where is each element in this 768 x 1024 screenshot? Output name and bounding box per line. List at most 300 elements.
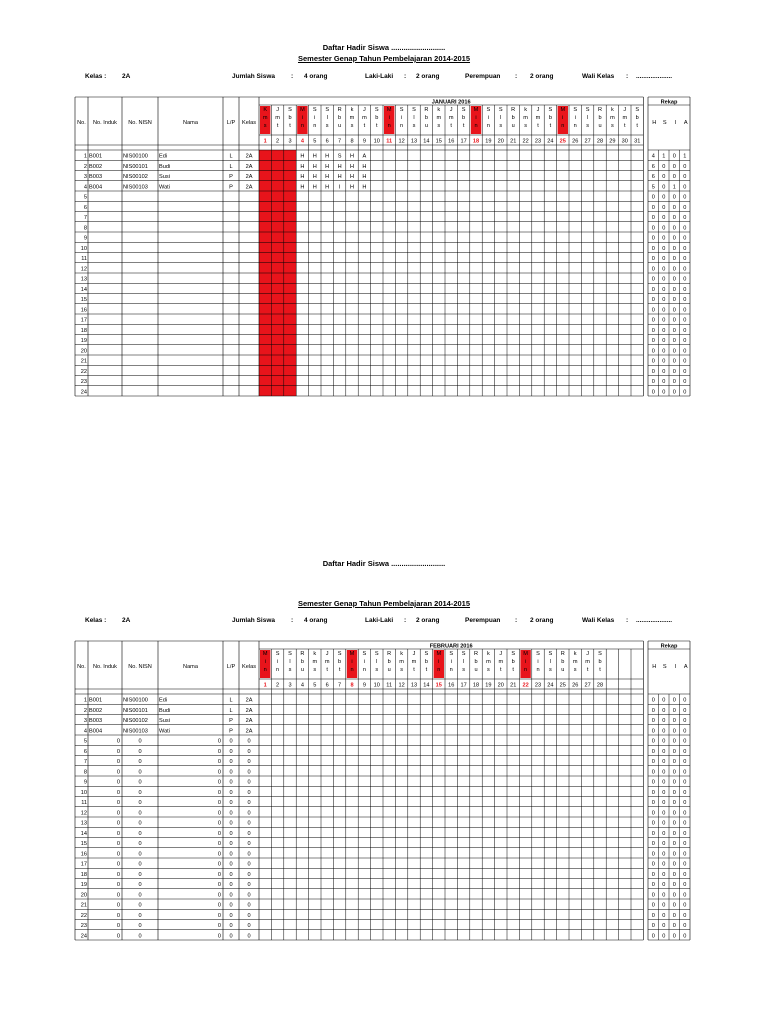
kelas-label: Kelas :	[85, 73, 107, 80]
rekap-value: 0	[651, 800, 655, 807]
rekap-value: 0	[662, 748, 666, 755]
day-name-char: t	[624, 123, 626, 129]
day-number: 28	[596, 682, 604, 689]
day-name-char: i	[487, 115, 490, 121]
row-number: 20	[80, 892, 87, 899]
row-number: 24	[80, 389, 87, 396]
attendance-mark: H	[325, 163, 330, 170]
day-name-char: l	[413, 115, 415, 121]
day-number: 5	[313, 682, 317, 689]
rekap-value: 0	[651, 912, 655, 919]
wali-value: ....................	[636, 73, 673, 80]
rekap-value: 0	[651, 389, 655, 396]
rekap-value: 0	[662, 923, 666, 930]
rekap-value: 0	[672, 379, 676, 386]
day-name-char: l	[289, 659, 291, 665]
day-name-char: M	[262, 651, 268, 657]
rekap-value: 0	[672, 861, 676, 868]
cell-kelas: 0	[247, 841, 251, 848]
day-name-char: R	[424, 107, 429, 113]
header-nisn: No. NISN	[128, 664, 152, 670]
day-name-char: R	[300, 651, 305, 657]
rekap-value: 0	[651, 235, 655, 242]
day-number: 31	[634, 138, 641, 145]
attendance-mark: H	[349, 153, 355, 160]
row-number: 4	[83, 184, 87, 191]
rekap-value: 0	[683, 728, 687, 735]
day-number: 27	[584, 138, 591, 145]
rekap-value: 0	[662, 912, 666, 919]
cell-lp: 0	[229, 902, 233, 909]
rekap-value: 0	[672, 841, 676, 848]
attendance-mark: H	[300, 153, 305, 160]
rekap-label: Rekap	[660, 99, 678, 106]
day-name-char: t	[636, 123, 638, 129]
cell-nisn: 0	[138, 912, 142, 919]
perempuan-label: Perempuan	[465, 73, 501, 80]
cell-kelas: 0	[247, 933, 251, 940]
rekap-value: 0	[662, 841, 666, 848]
row-number: 16	[80, 307, 87, 314]
cell-induk: 0	[116, 810, 120, 817]
day-name-char: s	[573, 667, 577, 673]
cell-induk: B002	[89, 707, 103, 714]
jumlah-sep: :	[291, 617, 294, 624]
rekap-value: 0	[662, 204, 666, 211]
cell-kelas: 0	[247, 851, 251, 858]
rekap-value: 0	[683, 697, 687, 704]
kelas-value: 2A	[122, 73, 131, 80]
day-number: 11	[386, 682, 393, 689]
day-name-char: R	[597, 107, 603, 113]
day-name-char: S	[598, 651, 602, 657]
row-number: 20	[80, 348, 87, 355]
cell-induk: 0	[116, 851, 120, 858]
day-name-char: s	[549, 667, 552, 673]
cell-lp: P	[229, 174, 233, 181]
day-name-char: S	[288, 651, 292, 657]
rekap-value: 0	[672, 759, 676, 766]
day-name-char: b	[561, 659, 565, 665]
day-name-char: n	[449, 667, 453, 673]
cell-lp: 0	[229, 882, 233, 889]
rekap-value: 0	[672, 204, 676, 211]
row-number: 3	[83, 718, 87, 725]
cell-nisn: 0	[138, 779, 142, 786]
rekap-value: 0	[651, 861, 655, 868]
day-number: 21	[510, 682, 517, 689]
day-number: 17	[460, 682, 467, 689]
row-number: 6	[83, 748, 87, 755]
cell-nama: 0	[217, 912, 221, 919]
day-name-char: S	[325, 107, 330, 113]
rekap-value: 0	[672, 707, 676, 714]
cell-induk: B003	[89, 174, 103, 181]
rekap-value: 0	[672, 933, 676, 940]
cell-nama: 0	[217, 851, 221, 858]
day-name-char: s	[375, 667, 379, 673]
day-name-char: s	[499, 123, 503, 129]
attendance-mark: H	[337, 174, 342, 181]
day-number: 23	[534, 138, 542, 145]
rekap-value: 0	[683, 851, 687, 858]
day-name-char: b	[511, 659, 515, 665]
rekap-value: 0	[662, 297, 666, 304]
row-number: 5	[83, 738, 87, 745]
rekap-value: 0	[683, 297, 687, 304]
rekap-value: 0	[683, 871, 687, 878]
rekap-value: 0	[662, 707, 666, 714]
day-name-char: R	[387, 651, 392, 657]
day-name-char: S	[374, 651, 379, 657]
rekap-value: 0	[662, 307, 666, 314]
row-number: 22	[80, 912, 87, 919]
day-name-char: m	[572, 659, 578, 665]
attendance-table	[0, 95, 768, 405]
rekap-value: 0	[651, 307, 655, 314]
sheet-subtitle: Semester Genap Tahun Pembelajaran 2014-2015	[297, 599, 471, 608]
day-name-char: M	[523, 651, 528, 657]
rekap-value: 0	[683, 276, 687, 283]
day-number: 14	[423, 682, 430, 689]
rekap-header-a: A	[683, 120, 688, 126]
day-name-char: M	[473, 107, 479, 113]
rekap-value: 0	[651, 256, 655, 263]
rekap-value: 0	[651, 892, 655, 899]
cell-lp: 0	[229, 861, 233, 868]
day-name-char: S	[498, 107, 503, 113]
day-name-char: t	[338, 667, 341, 673]
day-name-char: i	[537, 659, 539, 665]
cell-lp: 0	[229, 800, 233, 807]
rekap-value: 1	[662, 153, 666, 160]
laki-value: 2 orang	[416, 73, 440, 80]
day-name-char: m	[399, 659, 404, 665]
day-name-char: l	[376, 659, 378, 665]
rekap-value: 0	[662, 235, 666, 242]
rekap-value: 0	[672, 348, 676, 355]
cell-induk: B004	[89, 184, 103, 191]
cell-nisn: NIS00102	[123, 174, 148, 181]
day-name-char: k	[400, 651, 403, 657]
cell-lp: 0	[229, 810, 233, 817]
rekap-value: 0	[683, 163, 687, 170]
cell-kelas: 0	[247, 871, 251, 878]
day-name-char: m	[622, 115, 628, 121]
day-name-char: J	[412, 651, 416, 657]
cell-nama: 0	[217, 748, 221, 755]
day-name-char: i	[438, 659, 440, 665]
laki-sep: :	[404, 617, 407, 624]
cell-lp: 0	[229, 933, 233, 940]
cell-induk: B002	[89, 163, 103, 170]
rekap-value: 0	[651, 871, 655, 878]
day-name-char: t	[363, 123, 366, 129]
rekap-value: 0	[651, 718, 655, 725]
cell-nama: Wati	[159, 184, 170, 191]
day-name-char: b	[635, 115, 639, 121]
cell-nama: 0	[217, 902, 221, 909]
rekap-value: 0	[672, 738, 676, 745]
rekap-value: 0	[662, 902, 666, 909]
day-number: 30	[621, 138, 628, 145]
cell-induk: 0	[116, 779, 120, 786]
rekap-value: 0	[662, 327, 666, 334]
day-name-char: l	[549, 659, 552, 665]
cell-lp: P	[229, 718, 233, 725]
cell-lp: 0	[229, 841, 233, 848]
cell-nisn: 0	[138, 861, 142, 868]
jumlah-value: 4 orang	[304, 73, 328, 80]
day-name-char: M	[560, 107, 566, 113]
rekap-value: 0	[651, 317, 655, 324]
cell-lp: 0	[229, 892, 233, 899]
day-number: 6	[325, 138, 329, 145]
jumlah-label: Jumlah Siswa	[232, 73, 275, 80]
rekap-value: 0	[651, 769, 655, 776]
day-name-char: S	[573, 107, 578, 113]
rekap-value: 0	[672, 368, 676, 375]
day-name-char: i	[574, 115, 576, 121]
attendance-mark: H	[312, 153, 317, 160]
day-number: 18	[472, 682, 480, 689]
rekap-value: 0	[651, 820, 655, 827]
day-name-char: b	[288, 115, 292, 121]
rekap-value: 5	[651, 184, 655, 191]
perempuan-label: Perempuan	[465, 617, 501, 624]
rekap-value: 0	[683, 892, 687, 899]
rekap-value: 0	[662, 379, 666, 386]
day-name-char: b	[387, 659, 391, 665]
day-name-char: S	[449, 651, 454, 657]
cell-nisn: 0	[138, 830, 142, 837]
rekap-value: 0	[672, 697, 676, 704]
day-name-char: l	[500, 115, 502, 121]
cell-nisn: 0	[138, 902, 142, 909]
wali-label: Wali Kelas	[582, 73, 615, 80]
rekap-value: 0	[662, 317, 666, 324]
cell-induk: B001	[89, 697, 103, 704]
attendance-mark: I	[338, 184, 341, 191]
rekap-value: 0	[672, 266, 676, 273]
day-name-char: b	[338, 115, 342, 121]
rekap-value: 0	[662, 174, 666, 181]
cell-induk: 0	[116, 748, 120, 755]
rekap-value: 0	[651, 779, 655, 786]
attendance-mark: H	[362, 163, 367, 170]
cell-lp: L	[229, 163, 233, 170]
rekap-value: 0	[683, 286, 687, 293]
rekap-value: 0	[672, 789, 676, 796]
day-name-char: S	[461, 107, 466, 113]
day-name-char: t	[450, 123, 452, 129]
wali-label: Wali Kelas	[582, 617, 615, 624]
day-name-char: S	[548, 651, 553, 657]
day-name-char: i	[562, 115, 564, 121]
day-name-char: m	[411, 659, 417, 665]
day-number: 13	[410, 138, 418, 145]
rekap-value: 0	[662, 245, 666, 252]
day-name-char: S	[312, 107, 317, 113]
cell-kelas: 0	[247, 789, 251, 796]
day-name-char: b	[300, 659, 304, 665]
day-number: 3	[288, 682, 292, 689]
rekap-value: 0	[683, 707, 687, 714]
row-number: 2	[83, 707, 87, 714]
row-number: 2	[83, 163, 87, 170]
cell-lp: 0	[229, 769, 233, 776]
day-name-char: t	[326, 667, 328, 673]
attendance-mark: H	[349, 174, 355, 181]
day-name-char: k	[524, 107, 527, 113]
rekap-value: 0	[651, 327, 655, 334]
day-name-char: S	[374, 107, 379, 113]
rekap-value: 0	[683, 348, 687, 355]
day-name-char: n	[474, 123, 478, 129]
day-name-char: t	[512, 667, 514, 673]
rekap-value: 0	[651, 368, 655, 375]
jumlah-value: 4 orang	[304, 617, 328, 624]
day-name-char: n	[387, 123, 391, 129]
day-name-char: J	[499, 651, 503, 657]
rekap-value: 0	[651, 358, 655, 365]
day-name-char: u	[387, 667, 391, 673]
attendance-mark: H	[312, 163, 317, 170]
rekap-value: 0	[683, 338, 687, 345]
rekap-header-a: A	[683, 664, 688, 670]
cell-induk: 0	[116, 871, 120, 878]
cell-nama: 0	[217, 810, 221, 817]
cell-lp: 0	[229, 759, 233, 766]
rekap-value: 0	[683, 174, 687, 181]
rekap-value: 0	[662, 215, 666, 222]
day-name-char: u	[598, 123, 602, 129]
rekap-value: 0	[672, 194, 676, 201]
day-number: 23	[534, 682, 542, 689]
cell-kelas: 2A	[245, 153, 253, 160]
row-number: 8	[83, 769, 87, 776]
day-name-char: m	[486, 659, 491, 665]
day-number: 15	[435, 682, 442, 689]
header-lp: L/P	[226, 664, 236, 670]
cell-lp: 0	[229, 912, 233, 919]
cell-kelas: 2A	[245, 718, 253, 725]
rekap-value: 0	[662, 738, 666, 745]
rekap-value: 0	[662, 759, 666, 766]
cell-kelas: 0	[247, 882, 251, 889]
rekap-value: 0	[651, 697, 655, 704]
day-name-char: s	[313, 667, 317, 673]
rekap-value: 0	[662, 871, 666, 878]
day-number: 16	[448, 138, 455, 145]
day-number: 10	[373, 138, 380, 145]
day-number: 4	[300, 682, 304, 689]
month-label: JANUARI 2016	[431, 99, 471, 106]
rekap-value: 0	[651, 789, 655, 796]
cell-induk: 0	[116, 738, 120, 745]
rekap-value: 0	[672, 830, 676, 837]
attendance-mark: H	[349, 163, 355, 170]
cell-nisn: NIS00103	[123, 184, 148, 191]
rekap-value: 0	[672, 358, 676, 365]
row-number: 13	[80, 820, 87, 827]
day-name-char: i	[400, 115, 403, 121]
rekap-value: 6	[651, 163, 655, 170]
cell-nisn: 0	[138, 748, 142, 755]
day-name-char: s	[462, 667, 465, 673]
day-name-char: k	[437, 107, 441, 113]
cell-nama: 0	[217, 892, 221, 899]
header-induk: No. Induk	[93, 664, 117, 670]
cell-nama: 0	[217, 769, 221, 776]
laki-label: Laki-Laki	[365, 73, 394, 80]
cell-nisn: 0	[138, 820, 142, 827]
cell-nisn: 0	[138, 892, 142, 899]
rekap-value: 0	[672, 163, 676, 170]
attendance-mark: H	[337, 163, 342, 170]
cell-kelas: 0	[247, 820, 251, 827]
header-nisn: No. NISN	[128, 120, 152, 126]
cell-lp: 0	[229, 820, 233, 827]
cell-kelas: 2A	[245, 163, 253, 170]
jumlah-label: Jumlah Siswa	[232, 617, 275, 624]
row-number: 21	[80, 358, 87, 365]
rekap-value: 0	[672, 882, 676, 889]
day-name-char: n	[486, 123, 490, 129]
rekap-value: 0	[651, 738, 655, 745]
row-number: 7	[83, 215, 87, 222]
cell-lp: 0	[229, 789, 233, 796]
day-name-char: J	[325, 651, 329, 657]
rekap-value: 0	[683, 759, 687, 766]
rekap-value: 0	[683, 902, 687, 909]
cell-induk: 0	[116, 830, 120, 837]
rekap-value: 0	[683, 194, 687, 201]
rekap-value: 0	[651, 225, 655, 232]
cell-nama: Budi	[159, 163, 171, 170]
day-name-char: K	[263, 107, 268, 113]
day-name-char: l	[462, 659, 465, 665]
rekap-value: 0	[683, 779, 687, 786]
day-name-char: m	[610, 115, 615, 121]
day-name-char: S	[275, 651, 280, 657]
rekap-value: 0	[672, 338, 676, 345]
rekap-value: 0	[672, 923, 676, 930]
attendance-mark: H	[312, 184, 317, 191]
rekap-value: 0	[672, 225, 676, 232]
rekap-value: 0	[683, 738, 687, 745]
rekap-value: 0	[651, 266, 655, 273]
attendance-mark: H	[325, 184, 330, 191]
cell-nisn: NIS00103	[123, 728, 148, 735]
day-name-char: S	[585, 107, 590, 113]
cell-kelas: 0	[247, 800, 251, 807]
day-name-char: u	[561, 667, 565, 673]
rekap-value: 0	[672, 215, 676, 222]
day-name-char: t	[599, 667, 601, 673]
rekap-value: 0	[672, 851, 676, 858]
perempuan-sep: :	[515, 73, 518, 80]
day-name-char: m	[349, 115, 355, 121]
rekap-value: 0	[683, 830, 687, 837]
header-induk: No. Induk	[93, 120, 117, 126]
rekap-value: 0	[672, 327, 676, 334]
kelas-label: Kelas :	[85, 617, 107, 624]
cell-lp: 0	[229, 830, 233, 837]
rekap-value: 0	[651, 830, 655, 837]
day-name-char: s	[524, 123, 527, 129]
cell-nama: Edi	[159, 697, 168, 704]
